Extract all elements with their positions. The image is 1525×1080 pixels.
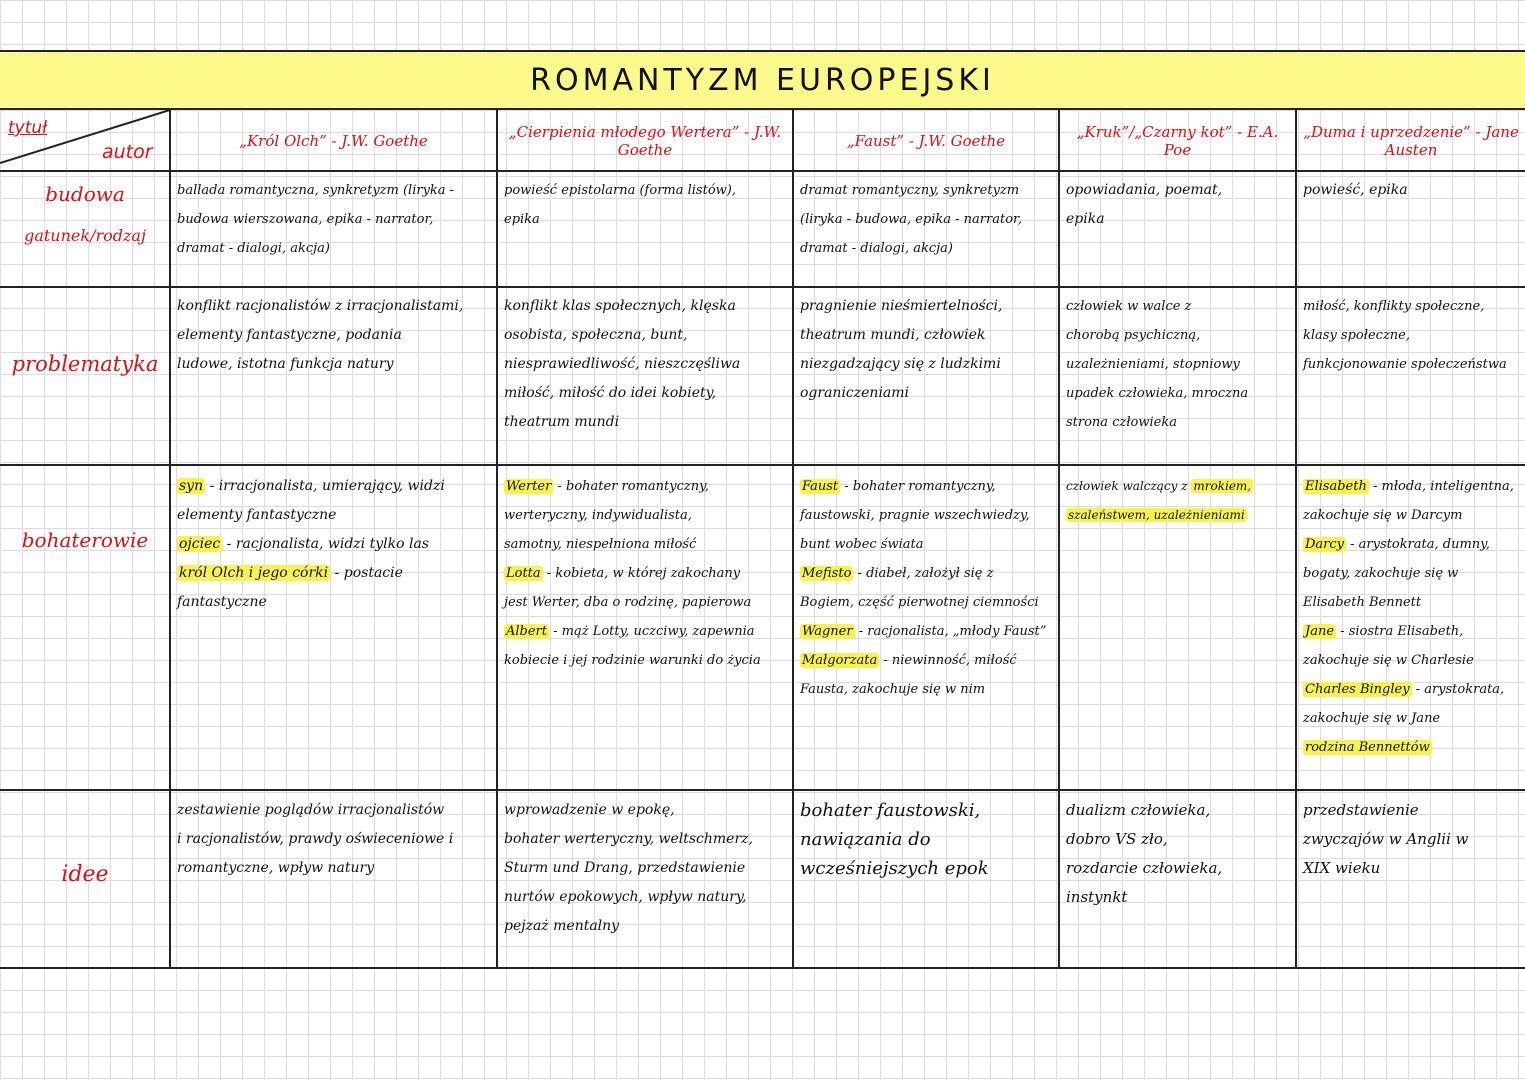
text-line: osobista, społeczna, bunt, bbox=[504, 327, 688, 343]
text-line: i racjonalistów, prawdy oświeceniowe i bbox=[177, 831, 454, 847]
cell-bohaterowie-kruk bbox=[1060, 470, 1295, 532]
text-line: opowiadania, poemat, bbox=[1066, 182, 1223, 198]
cell-idee-kruk bbox=[1060, 794, 1295, 914]
text-line: niezgadzający się z ludzkimi bbox=[800, 356, 1001, 372]
text-line: pragnienie nieśmiertelności, bbox=[800, 298, 1003, 314]
text-line bbox=[177, 559, 490, 588]
highlight: Jane bbox=[1305, 624, 1335, 639]
text-line: Bogiem, część pierwotnej ciemności bbox=[800, 595, 1039, 610]
text: - arystokrata, dumny, bbox=[1346, 537, 1490, 552]
text-line bbox=[1066, 472, 1289, 501]
text: - postacie bbox=[330, 565, 403, 581]
text-line: uzależnieniami, stopniowy bbox=[1066, 357, 1240, 372]
text: - irracjonalista, umierający, widzi bbox=[205, 478, 445, 494]
text-line: wcześniejszych epok bbox=[800, 858, 989, 879]
text-line bbox=[800, 472, 1052, 501]
text: - siostra Elisabeth, bbox=[1336, 624, 1464, 639]
text-line: (liryka - budowa, epika - narrator, bbox=[800, 212, 1022, 227]
cell-problematyka-krol-olch bbox=[171, 290, 496, 381]
text-line: bunt wobec świata bbox=[800, 537, 924, 552]
text-line: zakochuje się w Charlesie bbox=[1303, 653, 1474, 668]
text-line: przedstawienie bbox=[1303, 801, 1419, 819]
row-label-gatunek: gatunek/rodzaj bbox=[24, 226, 146, 245]
cell-bohaterowie-faust bbox=[794, 470, 1058, 706]
column-header-werter: „Cierpienia młodego Wertera” - J.W. Goethe bbox=[508, 123, 782, 159]
text-line bbox=[504, 559, 786, 588]
text-line: zwyczajów w Anglii w bbox=[1303, 830, 1469, 848]
row-label-bohaterowie: bohaterowie bbox=[21, 528, 149, 552]
text-line: funkcjonowanie społeczeństwa bbox=[1303, 357, 1507, 372]
highlight: szaleństwem, uzależnieniami bbox=[1068, 508, 1245, 522]
highlight: mrokiem, bbox=[1193, 479, 1252, 493]
cell-idee-duma bbox=[1297, 794, 1525, 885]
text-line: konflikt klas społecznych, klęska bbox=[504, 298, 736, 314]
row-divider bbox=[0, 286, 1525, 288]
text-line: romantyczne, wpływ natury bbox=[177, 860, 375, 876]
row-label-budowa: budowa bbox=[45, 182, 125, 206]
text-line: epika bbox=[504, 212, 540, 227]
text-line: Sturm und Drang, przedstawienie bbox=[504, 860, 746, 876]
text-line: elementy fantastyczne bbox=[177, 507, 337, 523]
text-line bbox=[1303, 617, 1519, 646]
cell-bohaterowie-krol-olch bbox=[171, 470, 496, 619]
highlight: Lotta bbox=[506, 566, 541, 581]
highlight: król Olch i jego córki bbox=[179, 565, 329, 581]
column-header-faust: „Faust” - J.W. Goethe bbox=[846, 132, 1006, 150]
highlight: Wagner bbox=[802, 624, 853, 639]
text-line: ballada romantyczna, synkretyzm (liryka - bbox=[177, 183, 455, 198]
text-line: samotny, niespełniona miłość bbox=[504, 537, 697, 552]
corner-label-title: tytuł bbox=[8, 118, 48, 138]
highlight: Faust bbox=[802, 479, 839, 494]
text-line bbox=[1303, 530, 1519, 559]
text-line: powieść, epika bbox=[1303, 182, 1408, 198]
text-line: XIX wieku bbox=[1303, 859, 1381, 877]
text-line: nawiązania do bbox=[800, 829, 931, 850]
text-line bbox=[800, 559, 1052, 588]
row-divider bbox=[0, 170, 1525, 172]
title-band bbox=[0, 50, 1525, 110]
text-line: kobiecie i jej rodzinie warunki do życia bbox=[504, 653, 761, 668]
corner-label-author: autor bbox=[102, 141, 153, 163]
highlight: Charles Bingley bbox=[1305, 682, 1410, 697]
text: człowiek walczący z bbox=[1066, 479, 1192, 493]
cell-problematyka-werter bbox=[498, 290, 792, 439]
row-label-problematyka: problematyka bbox=[11, 352, 159, 376]
row-divider bbox=[0, 967, 1525, 969]
highlight: syn bbox=[179, 478, 204, 494]
highlight: Darcy bbox=[1305, 537, 1345, 552]
text-line: niesprawiedliwość, nieszczęśliwa bbox=[504, 356, 741, 372]
text-line: miłość, konflikty społeczne, bbox=[1303, 299, 1485, 314]
text-line bbox=[177, 472, 490, 501]
text-line: pejzaż mentalny bbox=[504, 918, 620, 934]
cell-budowa-duma bbox=[1297, 174, 1525, 207]
text-line: chorobą psychiczną, bbox=[1066, 328, 1201, 343]
cell-bohaterowie-duma bbox=[1297, 470, 1525, 764]
text-line: dramat - dialogi, akcja) bbox=[800, 241, 953, 256]
text-line bbox=[1303, 472, 1519, 501]
highlight: Albert bbox=[506, 624, 547, 639]
text: - racjonalista, „młody Faust” bbox=[854, 624, 1047, 639]
page-title: ROMANTYZM EUROPEJSKI bbox=[530, 62, 995, 98]
text-line: bogaty, zakochuje się w bbox=[1303, 566, 1459, 581]
text-line: miłość, miłość do idei kobiety, bbox=[504, 385, 717, 401]
text-line: dualizm człowieka, bbox=[1066, 801, 1211, 819]
text-line: dramat romantyczny, synkretyzm bbox=[800, 183, 1020, 198]
text-line: dobro VS zło, bbox=[1066, 830, 1168, 848]
text-line: zakochuje się w Darcym bbox=[1303, 508, 1463, 523]
highlight: ojciec bbox=[179, 536, 221, 552]
cell-budowa-krol-olch bbox=[171, 174, 496, 265]
text-line bbox=[1066, 501, 1289, 530]
text-line: bohater faustowski, bbox=[800, 800, 981, 821]
text-line: theatrum mundi bbox=[504, 414, 620, 430]
text: - młoda, inteligentna, bbox=[1368, 479, 1514, 494]
text-line bbox=[800, 646, 1052, 675]
column-header-krol-olch: „Król Olch” - J.W. Goethe bbox=[239, 132, 428, 150]
text-line: epika bbox=[1066, 211, 1105, 227]
row-divider bbox=[0, 464, 1525, 466]
row-label-idee: idee bbox=[61, 862, 109, 887]
row-divider bbox=[0, 789, 1525, 791]
cell-problematyka-duma bbox=[1297, 290, 1525, 381]
cell-budowa-faust bbox=[794, 174, 1058, 265]
text-line: Elisabeth Bennett bbox=[1303, 595, 1422, 610]
text-line: fantastyczne bbox=[177, 594, 267, 610]
text-line bbox=[504, 472, 786, 501]
cell-budowa-kruk bbox=[1060, 174, 1295, 236]
cell-problematyka-kruk bbox=[1060, 290, 1295, 439]
cell-budowa-werter bbox=[498, 174, 792, 236]
text-line: jest Werter, dba o rodzinę, papierowa bbox=[504, 595, 752, 610]
text: - bohater romantyczny, bbox=[840, 479, 996, 494]
text-line: człowiek w walce z bbox=[1066, 299, 1192, 314]
text-line: powieść epistolarna (forma listów), bbox=[504, 183, 736, 198]
text: - mąż Lotty, uczciwy, zapewnia bbox=[549, 624, 755, 639]
text-line bbox=[1303, 733, 1519, 762]
text-line: ograniczeniami bbox=[800, 385, 910, 401]
text: - racjonalista, widzi tylko las bbox=[222, 536, 429, 552]
highlight: Małgorzata bbox=[802, 653, 878, 668]
text-line bbox=[800, 617, 1052, 646]
text-line: upadek człowieka, mroczna bbox=[1066, 386, 1249, 401]
text-line: zestawienie poglądów irracjonalistów bbox=[177, 802, 445, 818]
text-line bbox=[177, 530, 490, 559]
text: - kobieta, w której zakochany bbox=[542, 566, 741, 581]
highlight: Mefisto bbox=[802, 566, 852, 581]
text-line: budowa wierszowana, epika - narrator, bbox=[177, 212, 434, 227]
text-line: instynkt bbox=[1066, 888, 1128, 906]
text: - bohater romantyczny, bbox=[553, 479, 709, 494]
text-line: strona człowieka bbox=[1066, 415, 1177, 430]
text-line: ludowe, istotna funkcja natury bbox=[177, 356, 394, 372]
text-line: bohater werteryczny, weltschmerz, bbox=[504, 831, 753, 847]
highlight: Elisabeth bbox=[1305, 479, 1367, 494]
cell-idee-faust bbox=[794, 794, 1058, 885]
text: - arystokrata, bbox=[1411, 682, 1505, 697]
text-line: faustowski, pragnie wszechwiedzy, bbox=[800, 508, 1030, 523]
column-header-duma: „Duma i uprzedzenie” - Jane Austen bbox=[1303, 123, 1519, 159]
text-line: klasy społeczne, bbox=[1303, 328, 1410, 343]
text-line bbox=[1303, 675, 1519, 704]
text-line: theatrum mundi, człowiek bbox=[800, 327, 986, 343]
text-line: Fausta, zakochuje się w nim bbox=[800, 682, 986, 697]
text-line: konflikt racjonalistów z irracjonalistami, bbox=[177, 298, 464, 314]
column-header-kruk: „Kruk”/„Czarny kot” - E.A. Poe bbox=[1076, 123, 1279, 159]
text-line: rozdarcie człowieka, bbox=[1066, 859, 1223, 877]
text-line bbox=[504, 617, 786, 646]
text-line: wprowadzenie w epokę, bbox=[504, 802, 675, 818]
cell-problematyka-faust bbox=[794, 290, 1058, 410]
text-line: nurtów epokowych, wpływ natury, bbox=[504, 889, 747, 905]
text-line: werteryczny, indywidualista, bbox=[504, 508, 692, 523]
text-line: dramat - dialogi, akcja) bbox=[177, 241, 330, 256]
text-line: zakochuje się w Jane bbox=[1303, 711, 1441, 726]
cell-idee-krol-olch bbox=[171, 794, 496, 885]
text-line: elementy fantastyczne, podania bbox=[177, 327, 402, 343]
highlight: Werter bbox=[506, 479, 552, 494]
text: - niewinność, miłość bbox=[879, 653, 1017, 668]
cell-bohaterowie-werter bbox=[498, 470, 792, 677]
cell-idee-werter bbox=[498, 794, 792, 943]
text: - diabeł, założył się z bbox=[853, 566, 994, 581]
highlight: rodzina Bennettów bbox=[1305, 740, 1430, 755]
